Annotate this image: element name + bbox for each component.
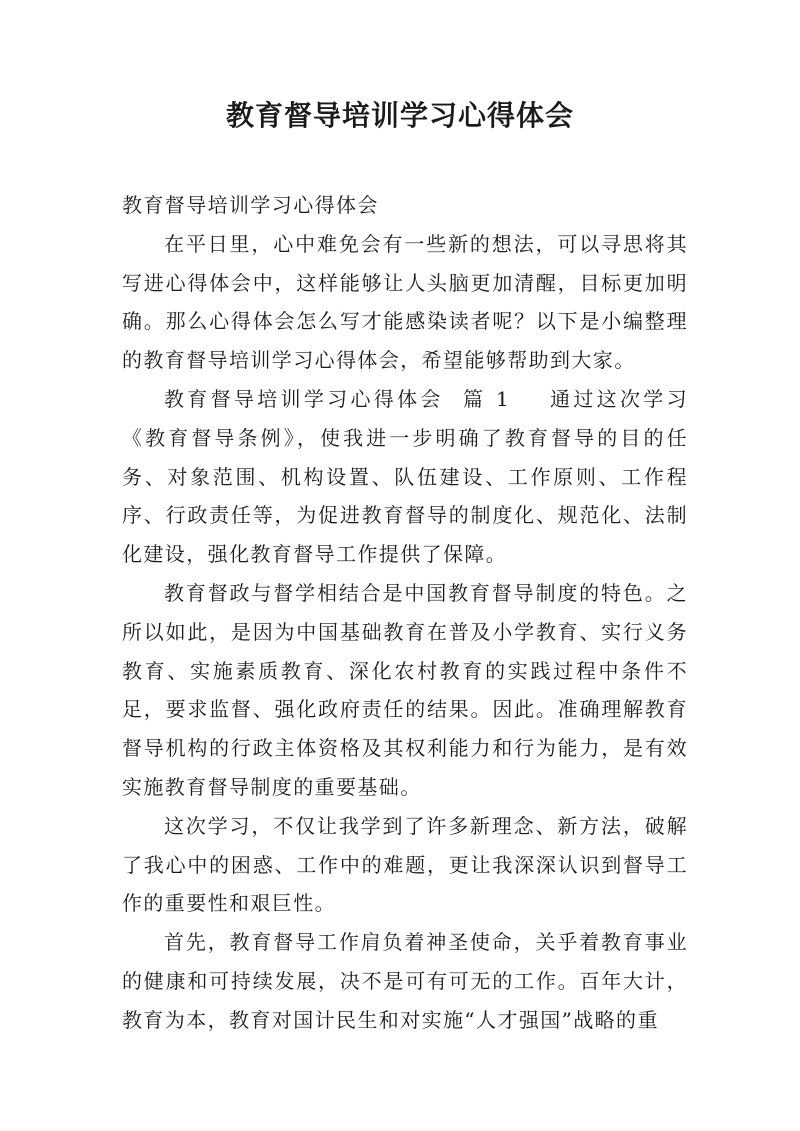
section-1-paragraph-1 [122,380,688,574]
section-heading: 教育督导培训学习心得体会 篇 1 [164,386,511,411]
document-subtitle: 教育督导培训学习心得体会 [122,193,379,217]
document-body [122,186,688,1040]
section-1-paragraph-3: 这次学习，不仅让我学到了许多新理念、新方法，破解了我心中的困惑、工作中的难题，更让我深深认识到督导工作的重要性和艰巨性。 [122,813,688,916]
section-1-paragraph-2: 教育督政与督学相结合是中国教育督导制度的特色。之所以如此，是因为中国基础教育在普及小学教育、实行义务教育、实施素质教育、深化农村教育的实践过程中条件不足，要求监督、强化政府责任的结果。因此。准确理解教育督导机构的行政主体资格及其权利能力和行为能力，是有效实施教育督导制度的重要基础。 [122,580,688,799]
document-title: 教育督导培训学习心得体会 [225,99,574,132]
intro-paragraph: 在平日里，心中难免会有一些新的想法，可以寻思将其写进心得体会中，这样能够让人头脑更加清醒，目标更加明确。那么心得体会怎么写才能感染读者呢？以下是小编整理的教育督导培训学习心得体会，希望能够帮助到大家。 [122,231,688,373]
section-1-paragraph-4: 首先，教育督导工作肩负着神圣使命，关乎着教育事业的健康和可持续发展，决不是可有可无的工作。百年大计，教育为本，教育对国计民生和对实施“人才强国”战略的重 [122,930,688,1032]
section-1-paragraph-1-text: 通过这次学习《教育督导条例》，使我进一步明确了教育督导的目的任务、对象范围、机构设置、队伍建设、工作原则、工作程序、行政责任等，为促进教育督导的制度化、规范化、法制化建设，强化教育督导工作提供了保障。 [122,386,688,567]
